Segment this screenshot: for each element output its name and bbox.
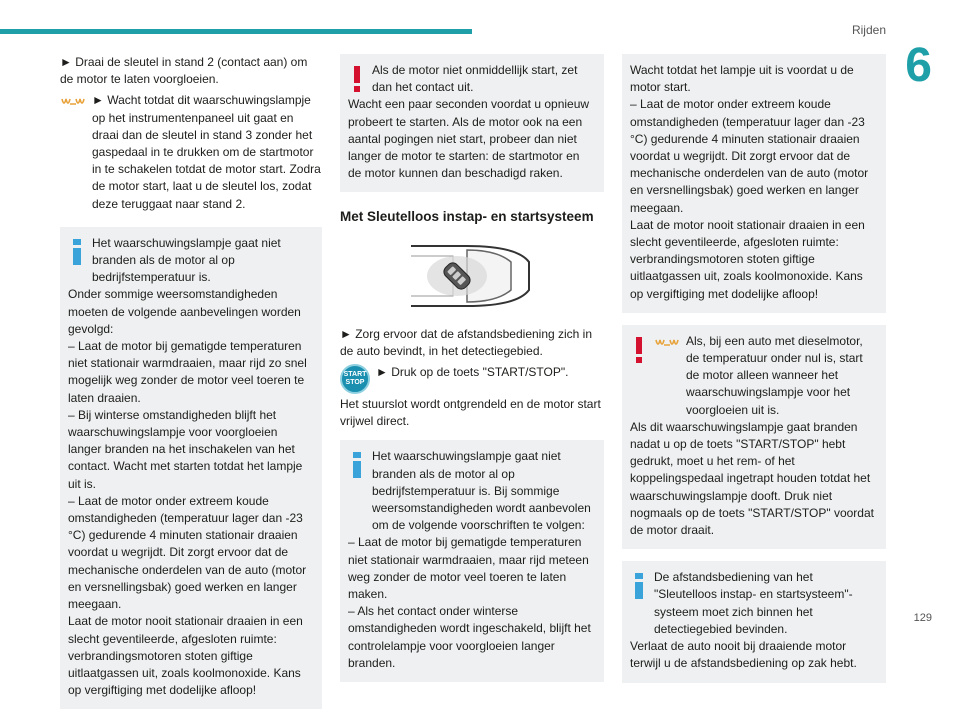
glow-plug-icon <box>654 333 680 357</box>
box-line: De afstandsbediening van het "Sleutelloos instap- en startsysteem"-systeem moet zich binnen het detectiegebied bevinden. <box>654 570 853 636</box>
start-stop-button-icon <box>340 364 370 394</box>
paragraph: ► Druk op de toets "START/STOP". <box>376 365 569 380</box>
column-3 <box>622 54 886 695</box>
header-accent-bar <box>0 29 472 34</box>
box-line: – Bij winterse omstandigheden blijft het waarschuwingslampje voor voorgloeien langer branden na het inschakelen van het contact. Wacht met starten totdat het lampje uit is. <box>68 407 303 491</box>
warning-icon <box>630 337 648 363</box>
box-line: Het waarschuwingslampje gaat niet branden als de motor al op bedrijfstemperatuur is. <box>92 235 281 285</box>
info-box-continued <box>622 54 886 313</box>
info-icon <box>348 452 366 478</box>
box-line: – Laat de motor bij gematigde temperaturen niet stationair warmdraaien, maar rijd zo snel mogelijk weg zonder de motor veel toeren te laten draaien. <box>68 339 307 405</box>
box-line: Laat de motor nooit stationair draaien in een slecht geventileerde, afgesloten ruimte: verbrandingsmotoren stoten giftige uitlaatgassen uit, zoals koolmonoxide. Kans op vergiftiging met dodelijke afloop! <box>68 614 303 698</box>
info-box <box>60 227 322 709</box>
box-line: – Laat de motor onder extreem koude omstandigheden (temperatuur lager dan -23 °C) gedurende 4 minuten stationair draaien voordat u wegrijdt. Dit zorgt ervoor dat de mechanische onderdelen van de auto (motor en versnellingsbak) goed werken en langer meegaan. <box>68 493 307 612</box>
car-keyless-illustration <box>340 238 604 314</box>
start-stop-step <box>340 364 604 394</box>
section-heading: Met Sleutelloos instap- en startsysteem <box>340 209 594 225</box>
glow-plug-icon <box>60 92 86 116</box>
column-2 <box>340 54 604 694</box>
stop-label: STOP <box>345 379 365 387</box>
glow-plug-step <box>60 92 322 212</box>
warning-box <box>622 325 886 549</box>
box-line: Wacht een paar seconden voordat u opnieuw probeert te starten. Als de motor ook na een aantal pogingen niet start, probeer dan niet langer de motor te starten: de startmotor en de motor kunnen dan beschadigd raken. <box>348 97 590 181</box>
info-icon <box>630 573 648 599</box>
box-line: Onder sommige weersomstandigheden moeten de volgende aanbevelingen worden gevolgd: <box>68 287 301 336</box>
info-box <box>622 561 886 682</box>
box-line: Als dit waarschuwingslampje gaat branden nadat u op de toets "START/STOP" hebt gedrukt, moet u het rem- of het koppelingspedaal ingetrapt houden totdat het waarschuwingslampje dooft. Druk niet nogmaals op de toets "START/STOP" voordat de motor draait. <box>630 419 874 538</box>
box-line: – Als het contact onder winterse omstandigheden wordt ingeschakeld, blijft het controlelampje voor voorgloeien langer branden. <box>348 604 591 670</box>
box-line: Het waarschuwingslampje gaat niet branden als de motor al op bedrijfstemperatuur is. Bij sommige weersomstandigheden wordt aanbevolen om de volgende voorschriften te volgen: <box>372 449 591 533</box>
box-line: Laat de motor nooit stationair draaien in een slecht geventileerde, afgesloten ruimte: verbrandingsmotoren stoten giftige uitlaatgassen uit, zoals koolmonoxide. Kans op vergiftiging met dodelijke afloop! <box>630 217 865 301</box>
info-icon <box>68 239 86 265</box>
start-label: START <box>343 371 367 379</box>
page-number: 129 <box>913 612 932 624</box>
paragraph: ► Zorg ervoor dat de afstandsbediening zich in de auto bevindt, in het detectiegebied. <box>340 326 593 358</box>
paragraph: ► Wacht totdat dit waarschuwingslampje op het instrumentenpaneel uit gaat en draai dan de sleutel in stand 3 zonder het gaspedaal in te drukken om de startmotor in te schakelen totdat de motor start. Zodra de motor start, laat u de sleutel los, zodat deze teruggaat naar stand 2. <box>92 93 321 211</box>
box-line: – Laat de motor onder extreem koude omstandigheden (temperatuur lager dan -23 °C) gedurende 4 minuten stationair draaien voordat u wegrijdt. Dit zorgt ervoor dat de mechanische onderdelen van de auto (motor en versnellingsbak) goed werken en langer meegaan. <box>630 97 869 215</box>
box-line: Als de motor niet onmiddellijk start, zet dan het contact uit. <box>372 63 578 95</box>
box-line: Wacht totdat het lampje uit is voordat u de motor start. <box>630 63 854 95</box>
paragraph: Het stuurslot wordt ontgrendeld en de motor start vrijwel direct. <box>340 397 601 429</box>
box-line: Als, bij een auto met dieselmotor, de temperatuur onder nul is, start de motor alleen wanneer het waarschuwingslampje voor het voorgloeien uit is. <box>686 333 863 417</box>
warning-icon <box>348 66 366 92</box>
column-1 <box>60 54 322 721</box>
info-box <box>340 440 604 682</box>
section-title: Rijden <box>851 23 886 37</box>
box-line: – Laat de motor bij gematigde temperaturen niet stationair warmdraaien, maar rijd meteen weg zonder de motor veel toeren te laten maken. <box>348 535 589 602</box>
warning-box <box>340 54 604 192</box>
chapter-number: 6 <box>905 39 932 92</box>
box-line: Verlaat de auto nooit bij draaiende motor terwijl u de afstandsbediening op zak hebt. <box>630 639 857 671</box>
paragraph: ► Draai de sleutel in stand 2 (contact aan) om de motor te laten voorgloeien. <box>60 55 308 87</box>
